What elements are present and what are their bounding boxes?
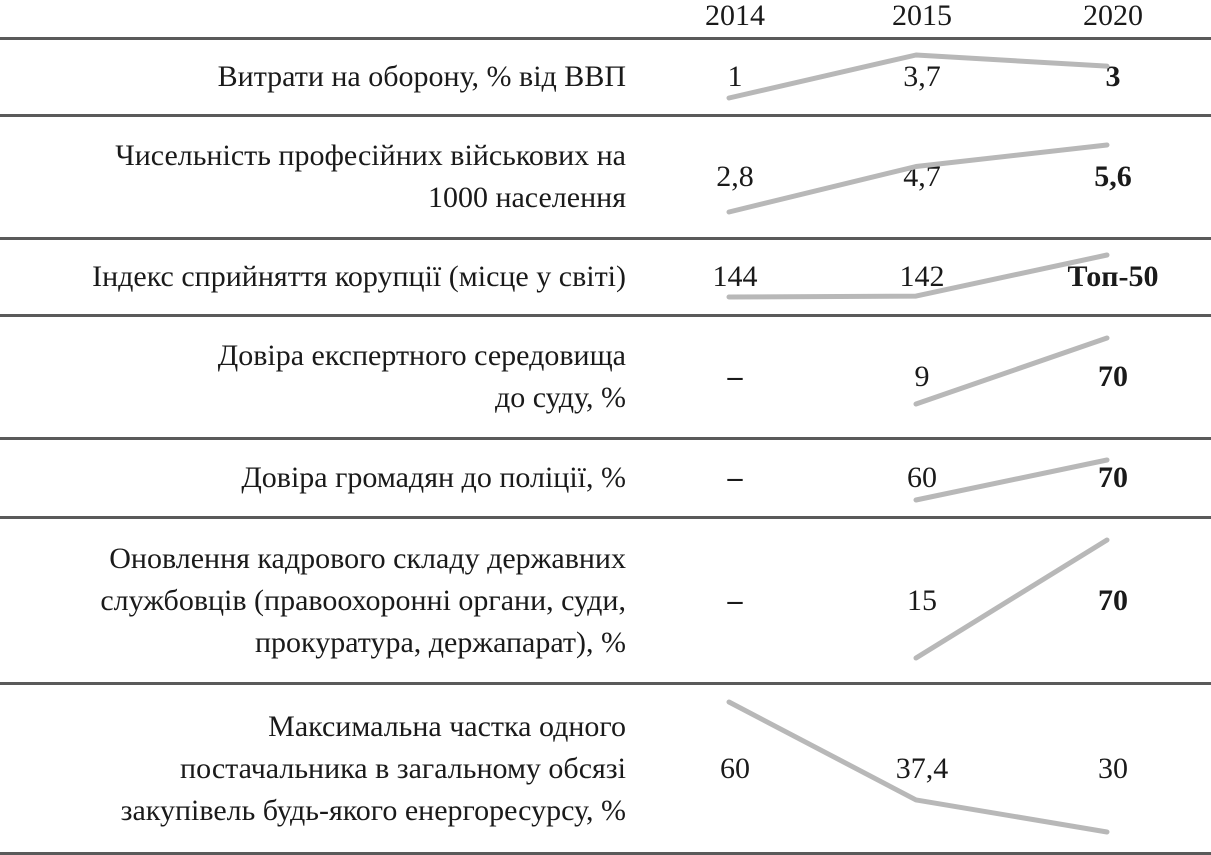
row-divider bbox=[0, 516, 1211, 519]
row-divider bbox=[0, 437, 1211, 440]
row-divider bbox=[0, 37, 1211, 40]
row-divider bbox=[0, 682, 1211, 685]
row-label: Чисельність професійних військових на bbox=[115, 139, 626, 172]
row-label: Індекс сприйняття корупції (місце у світі) bbox=[92, 260, 626, 293]
cell-value: 142 bbox=[899, 260, 945, 293]
row-label: Довіра експертного середовища bbox=[217, 339, 626, 372]
cell-value: – bbox=[727, 461, 743, 494]
cell-value: 70 bbox=[1098, 461, 1128, 494]
cell-value: 70 bbox=[1098, 360, 1128, 393]
row-divider bbox=[0, 314, 1211, 317]
cell-value: 9 bbox=[914, 360, 930, 393]
cell-value: 30 bbox=[1098, 751, 1128, 785]
row-label: прокуратура, держапарат), % bbox=[254, 625, 626, 659]
cell-value: 15 bbox=[907, 583, 937, 617]
cell-value: 37,4 bbox=[895, 751, 949, 785]
year-header-2015: 2015 bbox=[892, 0, 952, 32]
year-header-2014: 2014 bbox=[705, 0, 765, 32]
row-label: 1000 населення bbox=[427, 181, 626, 214]
cell-value: 60 bbox=[907, 461, 937, 494]
cell-value: 1 bbox=[727, 60, 743, 93]
row-label: до суду, % bbox=[494, 381, 626, 414]
cell-value: – bbox=[727, 583, 743, 617]
row-label: службовців (правоохоронні органи, суди, bbox=[100, 583, 626, 617]
row-label: постачальника в загальному обсязі bbox=[180, 751, 626, 785]
row-label: Витрати на оборону, % від ВВП bbox=[217, 60, 626, 93]
row-label: Довіра громадян до поліції, % bbox=[241, 461, 626, 494]
year-header-2020: 2020 bbox=[1083, 0, 1143, 32]
cell-value: 3 bbox=[1105, 60, 1121, 93]
cell-value: Топ-50 bbox=[1067, 260, 1159, 293]
cell-value: 70 bbox=[1098, 583, 1128, 617]
row-label: Оновлення кадрового складу державних bbox=[109, 541, 626, 575]
cell-value: 60 bbox=[720, 751, 750, 785]
row-divider bbox=[0, 114, 1211, 117]
row-divider bbox=[0, 237, 1211, 240]
cell-value: – bbox=[727, 360, 743, 393]
cell-value: 144 bbox=[712, 260, 758, 293]
cell-value: 4,7 bbox=[903, 160, 941, 193]
row-label: закупівель будь-якого енергоресурсу, % bbox=[120, 793, 626, 827]
cell-value: 2,8 bbox=[716, 160, 754, 193]
cell-value: 5,6 bbox=[1094, 160, 1132, 193]
cell-value: 3,7 bbox=[903, 60, 941, 93]
row-label: Максимальна частка одного bbox=[268, 709, 626, 743]
